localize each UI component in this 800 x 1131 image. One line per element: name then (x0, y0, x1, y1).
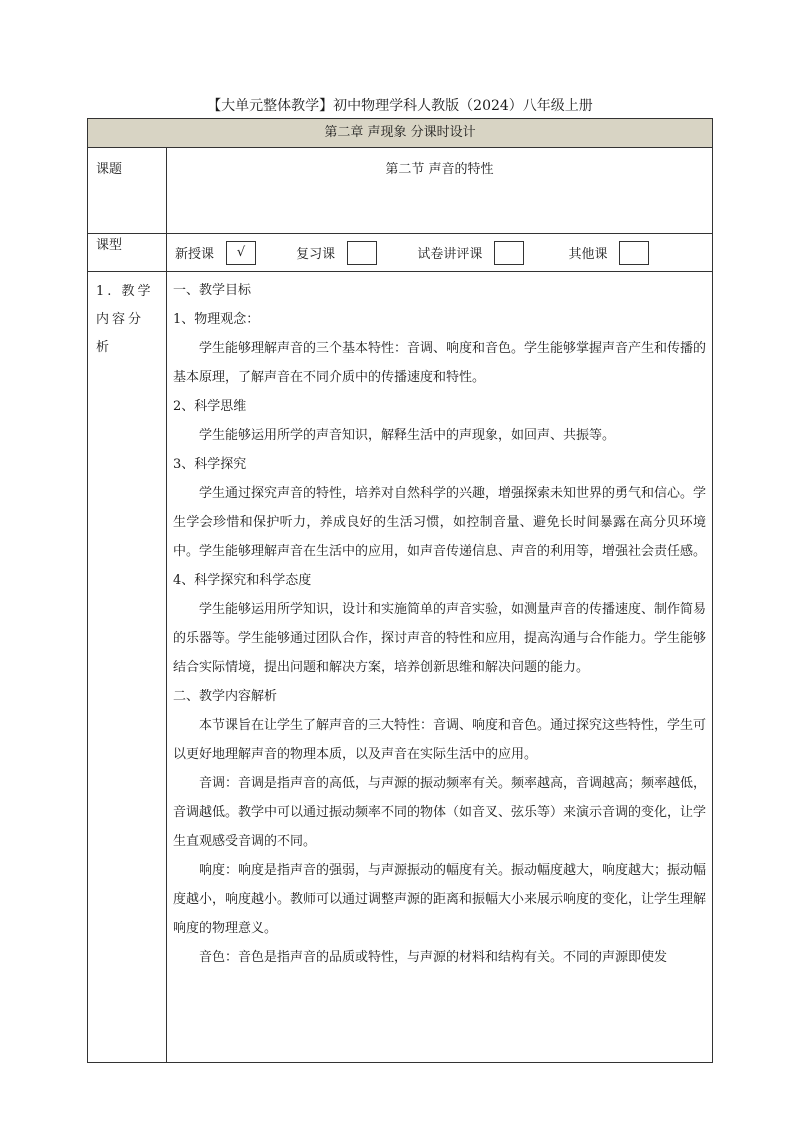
paragraph-scientific-thinking: 学生能够运用所学的声音知识，解释生活中的声现象，如回声、共振等。 (199, 428, 616, 443)
lesson-type-label: 课型 (88, 234, 167, 272)
option-review-lesson-label: 复习课 (296, 247, 336, 262)
page-header: 【大单元整体教学】初中物理学科人教版（2024）八年级上册 (207, 98, 593, 114)
option-other-lesson (568, 241, 649, 265)
paragraph-pitch: 音调：音调是指声音的高低，与声源的振动频率有关。频率越高，音调越高；频率越低，音调越低。教学中可以通过振动频率不同的物体（如音叉、弦乐等）来演示音调的变化，让学生直观感受音调的不同。 (173, 776, 707, 849)
option-exam-review-checkbox[interactable] (494, 241, 524, 265)
subsection-scientific-thinking: 2、科学思维 (173, 399, 247, 414)
subsection-inquiry-attitude: 4、科学探究和科学态度 (173, 573, 312, 588)
subsection-scientific-inquiry: 3、科学探究 (173, 457, 247, 472)
analysis-content (167, 272, 713, 1063)
topic-label: 课题 (88, 148, 167, 234)
option-review-lesson-checkbox[interactable] (347, 241, 377, 265)
option-new-lesson-label: 新授课 (175, 247, 215, 262)
lesson-plan-table (87, 118, 713, 1063)
paragraph-content-overview: 本节课旨在让学生了解声音的三大特性：音调、响度和音色。通过探究这些特性，学生可以更好地理解声音的物理本质，以及声音在实际生活中的应用。 (173, 718, 707, 762)
lesson-type-options (167, 234, 713, 272)
paragraph-physics-concepts: 学生能够理解声音的三个基本特性：音调、响度和音色。学生能够掌握声音产生和传播的基本原理，了解声音在不同介质中的传播速度和特性。 (173, 341, 707, 385)
section-content-analysis: 二、教学内容解析 (173, 689, 278, 704)
option-review-lesson (296, 241, 377, 265)
topic-value: 第二节 声音的特性 (167, 148, 713, 234)
analysis-row (88, 272, 713, 1063)
paragraph-scientific-inquiry: 学生通过探究声音的特性，培养对自然科学的兴趣，增强探索未知世界的勇气和信心。学生学会珍惜和保护听力，养成良好的生活习惯，如控制音量、避免长时间暴露在高分贝环境中。学生能够理解声音在生活中的应用，如声音传递信息、声音的利用等，增强社会责任感。 (173, 486, 707, 559)
option-exam-review (417, 241, 524, 265)
chapter-title: 第二章 声现象 分课时设计 (88, 119, 713, 148)
analysis-label: 1. 教学内容分析 (88, 272, 167, 1063)
paragraph-loudness: 响度：响度是指声音的强弱，与声源振动的幅度有关。振动幅度越大，响度越大；振动幅度越小，响度越小。教师可以通过调整声源的距离和振幅大小来展示响度的变化，让学生理解响度的物理意义。 (173, 863, 707, 936)
lesson-type-row (88, 234, 713, 272)
topic-row (88, 148, 713, 234)
option-other-lesson-label: 其他课 (568, 247, 608, 262)
subsection-physics-concepts: 1、物理观念： (173, 312, 260, 327)
paragraph-timbre: 音色：音色是指声音的品质或特性，与声源的材料和结构有关。不同的声源即使发 (199, 950, 668, 965)
option-exam-review-label: 试卷讲评课 (417, 247, 483, 262)
option-other-lesson-checkbox[interactable] (619, 241, 649, 265)
section-teaching-goals: 一、教学目标 (173, 283, 252, 298)
option-new-lesson (175, 241, 256, 265)
chapter-row (88, 119, 713, 148)
paragraph-inquiry-attitude: 学生能够运用所学知识，设计和实施简单的声音实验，如测量声音的传播速度、制作简易的乐器等。学生能够通过团队合作，探讨声音的特性和应用，提高沟通与合作能力。学生能够结合实际情境，提出问题和解决方案，培养创新思维和解决问题的能力。 (173, 602, 707, 675)
option-new-lesson-checkbox[interactable]: √ (226, 241, 256, 265)
